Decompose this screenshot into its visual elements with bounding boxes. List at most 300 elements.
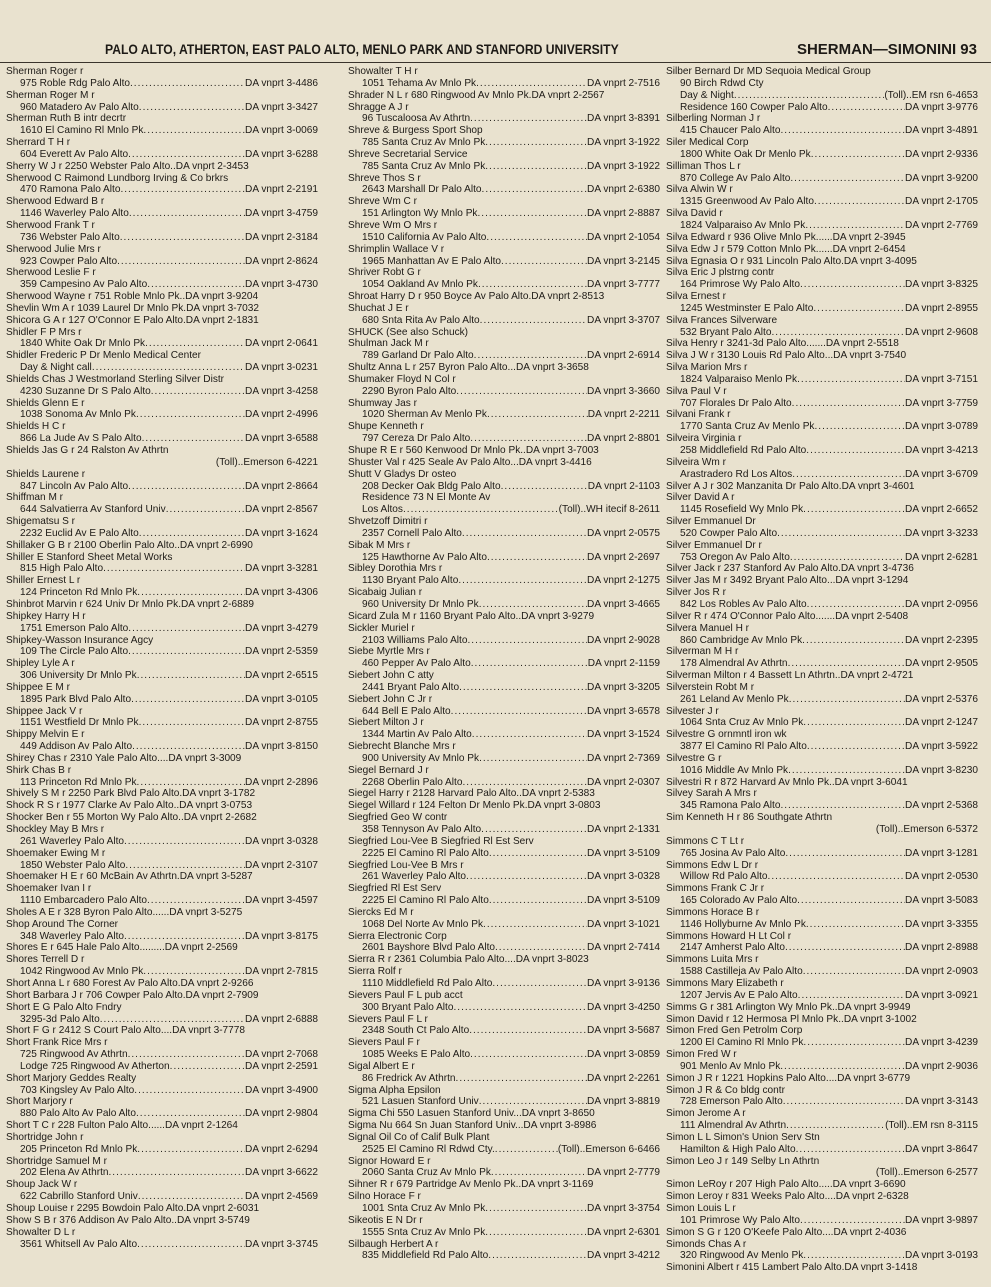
listing-name: Sievers Paul F L r <box>348 1013 428 1025</box>
leader-dots <box>134 1085 245 1097</box>
listing-phone: DA vnprt 2-8755 <box>245 717 318 729</box>
leader-dots <box>143 125 245 137</box>
leader-dots <box>125 860 245 872</box>
listing-phone: DA vnprt 3-0231 <box>245 362 318 374</box>
listing-name: Sherrard T H r <box>6 137 71 149</box>
listing-address: 842 Los Robles Av Palo Alto <box>680 598 807 610</box>
listing-name: Siegfried Rl Est Serv <box>348 883 442 895</box>
listing-name: Short Marjory r <box>6 1096 73 1108</box>
listing-address: 604 Everett Av Palo Alto <box>20 148 129 160</box>
listing-address-line <box>348 315 660 327</box>
listing-address: 1344 Martin Av Palo Alto <box>362 729 472 741</box>
listing-phone: DA vnprt 3-5083 <box>905 895 978 907</box>
listing-address: 460 Pepper Av Palo Alto <box>362 658 471 670</box>
listing-name: Simmons C T Lt r <box>666 835 745 847</box>
page-header <box>0 40 991 63</box>
leader-dots <box>142 433 245 445</box>
listing-phone: DA vnprt 3-3707 <box>587 314 660 326</box>
listing-address-line <box>666 848 978 860</box>
listing-address-line <box>666 220 978 232</box>
leader-dots <box>100 1014 245 1026</box>
listing-address-line <box>6 433 318 445</box>
listing-address-line <box>666 895 978 907</box>
listing-address-line <box>6 836 318 848</box>
listing-address: 1850 Webster Palo Alto <box>20 859 126 871</box>
listing-address-line <box>6 623 318 635</box>
listing-address: 2348 South Ct Palo Alto <box>362 1025 470 1037</box>
leader-dots <box>501 481 588 493</box>
leader-dots <box>487 552 587 564</box>
leader-dots <box>489 895 587 907</box>
leader-dots <box>792 398 905 410</box>
listing-address-line <box>6 528 318 540</box>
listing-address: 1051 Tehama Av Mnlo Pk <box>362 77 477 89</box>
listing-address: 703 Kingsley Av Palo Alto <box>20 1084 135 1096</box>
listing-name: Silberling Norman J r <box>666 113 761 125</box>
listing-phone: DA vnprt 2-7369 <box>587 752 660 764</box>
listing-name: Sherman Roger r <box>6 66 84 77</box>
listing-name: Shockley May B Mrs r <box>6 824 105 835</box>
listing-name: Silvera Manuel H r <box>666 622 750 634</box>
leader-dots <box>469 1025 587 1037</box>
listing-name: Sibley Dorothia Mrs r <box>348 563 443 575</box>
listing-name: Shoup Louise r 2295 Bowdoin Palo Alto.DA vnprt 2-6031 <box>6 1203 260 1214</box>
listing-phone: DA vnprt 3-1281 <box>905 847 978 859</box>
listing-phone: DA vnprt 3-4258 <box>245 385 318 397</box>
leader-dots <box>780 1061 905 1073</box>
listing-phone: DA vnprt 2-9804 <box>245 1108 318 1120</box>
listing-address: 532 Bryant Palo Alto <box>680 326 772 338</box>
listing-address-line <box>6 338 318 350</box>
listing-address-line <box>666 919 978 931</box>
listing-address-line <box>6 1144 318 1156</box>
listing-phone: DA vnprt 3-3754 <box>587 1203 660 1214</box>
listing-phone: DA vnprt 2-1275 <box>587 575 660 587</box>
listing-address: 1751 Emerson Palo Alto <box>20 622 129 634</box>
listing-address: 1200 El Camino Rl Mnlo Pk <box>680 1037 804 1049</box>
listing-address: 1085 Weeks E Palo Alto <box>362 1049 471 1061</box>
leader-dots <box>129 208 245 220</box>
listing-name: Silva Edward r 936 Olive Mnlo Pk......DA vnprt 2-3945 <box>666 231 906 243</box>
leader-dots <box>470 433 587 445</box>
listing-address-line <box>6 777 318 789</box>
listing-address-line <box>6 78 318 90</box>
listing-address-line <box>666 800 978 812</box>
listing-name: Short Anna L r 680 Forest Av Palo Alto.DA vnprt 2-9266 <box>6 977 254 989</box>
listing-address-line <box>6 895 318 907</box>
listing-name: Siercks Ed M r <box>348 906 414 918</box>
listing-phone: DA vnprt 3-8647 <box>905 1143 978 1155</box>
listing-name: Simms G r 381 Arlington Wy Mnlo Pk..DA vnprt 3-9949 <box>666 1001 911 1013</box>
listing-address: 165 Colorado Av Palo Alto <box>680 895 798 907</box>
leader-dots <box>803 1037 905 1049</box>
listing-address-line <box>666 635 978 647</box>
listing-name: Sherwood C Raimond Lundborg Irving & Co brkrs <box>6 172 229 184</box>
listing-name: Siegel Bernard J r <box>348 764 429 776</box>
leader-dots <box>485 137 587 149</box>
listing-phone: DA vnprt 3-0328 <box>587 871 660 883</box>
listing-phone: DA vnprt 3-2145 <box>587 255 660 267</box>
listing-address: Lodge 725 Ringwood Av Atherton <box>20 1060 170 1072</box>
listing-phone: DA vnprt 3-8150 <box>245 741 318 753</box>
listing-address-line <box>666 125 978 137</box>
listing-name: Silber Bernard Dr MD Sequoia Medical Group <box>666 66 871 77</box>
leader-dots <box>479 753 587 765</box>
listing-phone: DA vnprt 3-4900 <box>245 1084 318 1096</box>
directory-column-3 <box>666 66 978 1274</box>
listing-name: Siebrecht Blanche Mrs r <box>348 741 456 753</box>
leader-dots <box>451 706 587 718</box>
listing-name: Simon LeRoy r 207 High Palo Alto.....DA vnprt 3-6690 <box>666 1179 906 1191</box>
listing-phone: DA vnprt 3-3427 <box>245 101 318 113</box>
leader-dots <box>806 919 905 931</box>
listing-name: Silverman Milton r 4 Bassett Ln Athrtn..DA vnprt 2-4721 <box>666 670 914 682</box>
listing-address-line <box>348 184 660 196</box>
listing-address: 359 Campesino Av Palo Alto <box>20 279 148 291</box>
listing-address-line <box>666 1144 978 1156</box>
listing-address: 2060 Santa Cruz Av Mnlo Pk <box>362 1167 491 1179</box>
leader-dots <box>170 1061 245 1073</box>
listing-address-line <box>6 362 318 374</box>
listing-phone: (Toll)..Emerson 6-6466 <box>557 1143 660 1155</box>
leader-dots <box>128 1049 245 1061</box>
leader-dots <box>489 848 587 860</box>
listing-address: 415 Chaucer Palo Alto <box>680 125 781 137</box>
leader-dots <box>805 220 905 232</box>
leader-dots <box>476 78 587 90</box>
listing-phone: DA vnprt 2-6281 <box>905 551 978 563</box>
listing-phone: DA vnprt 2-5368 <box>905 800 978 812</box>
leader-dots <box>128 149 245 161</box>
listing-name: Simmons Luita Mrs r <box>666 954 759 966</box>
listing-address: 923 Cowper Palo Alto <box>20 255 118 267</box>
listing-phone: DA vnprt 3-0328 <box>245 835 318 847</box>
leader-dots <box>790 173 905 185</box>
listing-phone: DA vnprt 2-2896 <box>245 776 318 788</box>
listing-address: 449 Addison Av Palo Alto <box>20 741 133 753</box>
listing-phone: DA vnprt 2-2191 <box>245 184 318 196</box>
leader-dots <box>147 895 245 907</box>
listing-address: 753 Oregon Av Palo Alto <box>680 551 790 563</box>
leader-dots <box>803 717 905 729</box>
listing-address-line <box>6 386 318 398</box>
listing-name: Silvestre G r <box>666 752 722 764</box>
leader-dots <box>800 1215 905 1227</box>
listing-name: Sherwood Julie Mrs r <box>6 243 101 255</box>
listing-phone: DA vnprt 3-4250 <box>587 1001 660 1013</box>
listing-name: Shirk Chas B r <box>6 764 72 776</box>
listing-name: Silva Eric J plstrng contr <box>666 267 775 279</box>
listing-address-line <box>348 942 660 954</box>
listing-name: Short T C r 228 Fulton Palo Alto......DA vnprt 2-1264 <box>6 1120 238 1132</box>
listing-phone: DA vnprt 3-3143 <box>905 1096 978 1108</box>
leader-dots <box>485 1203 587 1215</box>
listing-phone: DA vnprt 2-7068 <box>245 1049 318 1061</box>
listing-name: Shumway Jas r <box>348 397 417 409</box>
leader-dots <box>803 1250 905 1262</box>
listing-phone: DA vnprt 3-4665 <box>587 598 660 610</box>
listing-address-line <box>6 1167 318 1179</box>
listing-name: Shortridge John r <box>6 1131 84 1143</box>
listing-phone: DA vnprt 3-4486 <box>245 77 318 89</box>
listing-name: Simmons Edw L Dr r <box>666 859 759 871</box>
directory-column-1 <box>6 66 318 1250</box>
listing-address-line <box>6 279 318 291</box>
leader-dots <box>783 1096 905 1108</box>
listing-address-line <box>348 1025 660 1037</box>
leader-dots <box>797 895 905 907</box>
leader-dots <box>151 386 245 398</box>
listing-address: 1110 Middlefield Rd Palo Alto <box>362 977 493 989</box>
listing-address: 860 Cambridge Av Mnlo Pk <box>680 634 803 646</box>
leader-dots <box>803 504 905 516</box>
listing-phone: DA vnprt 2-8801 <box>587 433 660 445</box>
listing-phone: DA vnprt 3-4891 <box>905 125 978 137</box>
listing-address-line <box>6 1049 318 1061</box>
listing-name: Shigematsu S r <box>6 516 76 528</box>
page-header-title: PALO ALTO, ATHERTON, EAST PALO ALTO, MENLO PARK AND STANFORD UNIVERSITY <box>105 42 619 57</box>
listing-name: Siegfried Geo W contr <box>348 812 448 824</box>
listing-address-line <box>666 1215 978 1227</box>
leader-dots <box>796 1144 905 1156</box>
listing-address-line <box>348 1002 660 1014</box>
leader-dots <box>785 848 905 860</box>
listing-address-line <box>666 871 978 883</box>
listing-address-line <box>6 1061 318 1073</box>
listing-phone: DA vnprt 2-0903 <box>905 966 978 978</box>
listing-address: 258 Middlefield Rd Palo Alto <box>680 445 807 456</box>
listing-phone: DA vnprt 3-4759 <box>245 208 318 220</box>
leader-dots <box>807 599 905 611</box>
listing-phone: DA vnprt 3-5109 <box>587 895 660 907</box>
listing-address-line <box>6 1191 318 1203</box>
listing-address: 111 Almendral Av Athrtn <box>680 1120 787 1132</box>
listing-address-line <box>666 1037 978 1049</box>
listing-address: 2441 Bryant Palo Alto <box>362 681 460 693</box>
listing-address-line <box>348 528 660 540</box>
listing-phone: DA vnprt 3-3205 <box>587 681 660 693</box>
leader-dots <box>108 1167 245 1179</box>
listing-name: Silverman M H r <box>666 646 739 658</box>
listing-name: Silvestri R r 872 Harvard Av Mnlo Pk..DA vnprt 3-6041 <box>666 776 908 788</box>
listing-address: 320 Ringwood Av Menlo Pk <box>680 1250 804 1262</box>
leader-dots <box>137 1239 245 1251</box>
listing-phone: DA vnprt 3-3281 <box>245 563 318 575</box>
listing-address: 208 Decker Oak Bldg Palo Alto <box>362 480 501 492</box>
listing-address: 1588 Castilleja Av Palo Alto <box>680 966 803 978</box>
leader-dots <box>485 1227 587 1239</box>
listing-phone: DA vnprt 2-7779 <box>587 1167 660 1179</box>
listing-address-line <box>6 409 318 421</box>
listing-address-line <box>348 848 660 860</box>
listing-address: 1110 Embarcadero Palo Alto <box>20 895 147 907</box>
listing-address: 470 Ramona Palo Alto <box>20 184 121 196</box>
listing-address-line <box>348 552 660 564</box>
leader-dots <box>128 646 245 658</box>
leader-dots <box>491 1167 587 1179</box>
listing-phone: DA vnprt 2-8664 <box>245 480 318 492</box>
listing-address: 1510 California Av Palo Alto <box>362 231 487 243</box>
listing-name: Silva Paul V r <box>666 385 727 397</box>
listing-phone: DA vnprt 2-6301 <box>587 1226 660 1238</box>
leader-dots <box>470 1049 587 1061</box>
listing-name: Sievers Paul F r <box>348 1037 420 1049</box>
listing-address: 358 Tennyson Av Palo Alto <box>362 824 482 835</box>
listing-name: Shores E r 645 Hale Palo Alto.........DA vnprt 2-2569 <box>6 942 238 954</box>
listing-address-line <box>6 931 318 943</box>
listing-phone: DA vnprt 2-6652 <box>905 504 978 516</box>
listing-phone: DA vnprt 3-7759 <box>905 397 978 409</box>
listing-address: 2268 Oberlin Palo Alto <box>362 776 463 788</box>
leader-dots <box>486 232 587 244</box>
listing-name: Shields Glenn E r <box>6 397 85 409</box>
listing-name: Simon Louis L r <box>666 1203 736 1214</box>
directory-column-2 <box>348 66 660 1262</box>
listing-name: Sherwood Frank T r <box>6 219 95 231</box>
listing-address: 96 Tuscaloosa Av Athrtn <box>362 113 471 125</box>
listing-name: Silver David A r <box>666 492 735 504</box>
leader-dots <box>501 256 587 268</box>
listing-name: Sickler Muriel r <box>348 622 415 634</box>
listing-name: Sigma Alpha Epsilon <box>348 1084 441 1096</box>
listing-address-line <box>6 1014 318 1026</box>
listing-name: Shields H C r <box>6 421 66 433</box>
leader-dots <box>456 1073 588 1085</box>
listing-address: 866 La Jude Av S Palo Alto <box>20 433 142 445</box>
listing-phone: DA vnprt 2-6515 <box>245 670 318 682</box>
listing-name: Sicabaig Julian r <box>348 587 423 599</box>
leader-dots <box>488 1250 587 1262</box>
leader-dots <box>137 1144 245 1156</box>
listing-address: 348 Waverley Palo Alto <box>20 930 124 942</box>
listing-address: 4230 Suzanne Dr S Palo Alto <box>20 385 151 397</box>
listing-address-line <box>348 1144 660 1156</box>
listing-address: 164 Primrose Wy Palo Alto <box>680 279 800 291</box>
listing-address-line <box>348 599 660 611</box>
leader-dots <box>456 386 587 398</box>
listing-phone: DA vnprt 3-8325 <box>905 279 978 291</box>
listing-phone: DA vnprt 2-1103 <box>587 480 660 492</box>
listing-name: Shop Around The Corner <box>6 918 119 930</box>
listing-name: Silveira Wm r <box>666 456 727 468</box>
listing-phone: DA vnprt 2-9028 <box>587 634 660 646</box>
listing-phone: DA vnprt 3-8391 <box>587 113 660 125</box>
listing-address: 1146 Hollyburne Av Mnlo Pk <box>680 918 806 930</box>
listing-address: 3295-3d Palo Alto <box>20 1013 100 1025</box>
listing-name: Shippee E M r <box>6 681 70 693</box>
listing-name: Silva David r <box>666 208 723 220</box>
listing-address: Hamilton & High Palo Alto <box>680 1143 796 1155</box>
listing-name: Shidler Frederic P Dr Menlo Medical Center <box>6 350 202 362</box>
listing-name: Silver A J r 302 Manzanita Dr Palo Alto.DA vnprt 3-4601 <box>666 480 915 492</box>
listing-name: Sherry W J r 2250 Webster Palo Alto..DA vnprt 2-3453 <box>6 160 249 172</box>
listing-phone: DA vnprt 3-4730 <box>245 279 318 291</box>
listing-address-line <box>666 528 978 540</box>
listing-phone: DA vnprt 3-4239 <box>905 1037 978 1049</box>
leader-dots <box>130 78 245 90</box>
listing-name: Shicora G A r 127 O'Connor E Palo Alto.DA vnprt 2-1831 <box>6 314 259 326</box>
leader-dots <box>777 528 905 540</box>
listing-address: 2525 El Camino Rl Rdwd Cty. <box>362 1143 495 1155</box>
listing-address: 1800 White Oak Dr Menlo Pk <box>680 148 811 160</box>
listing-address: 202 Elena Av Athrtn <box>20 1167 109 1179</box>
leader-dots <box>485 161 587 173</box>
listing-name: Short Barbara J r 706 Cowper Palo Alto.DA vnprt 2-7909 <box>6 989 259 1001</box>
listing-phone: DA vnprt 3-6578 <box>587 705 660 717</box>
listing-address-line <box>6 184 318 196</box>
listing-name: Simon Fred W r <box>666 1049 737 1061</box>
listing-name: Silva Frances Silverware <box>666 314 778 326</box>
listing-address-line <box>666 469 978 481</box>
listing-phone: DA vnprt 3-4597 <box>245 895 318 907</box>
leader-dots <box>467 635 587 647</box>
listing-address: 1245 Westminster E Palo Alto <box>680 302 814 314</box>
listing-name: Shultz Anna L r 257 Byron Palo Alto...DA vnprt 3-3658 <box>348 362 589 374</box>
listing-name: Sigma Nu 664 Sn Juan Stanford Univ...DA vnprt 3-8986 <box>348 1120 597 1132</box>
listing-address-line <box>348 492 660 504</box>
listing-phone: DA vnprt 3-9136 <box>587 977 660 989</box>
listing-phone: DA vnprt 3-6709 <box>905 468 978 480</box>
listing-phone: DA vnprt 3-3355 <box>905 918 978 930</box>
leader-dots <box>145 338 245 350</box>
leader-dots <box>92 362 245 374</box>
listing-name: Siegel Harry r 2128 Harvard Palo Alto..DA vnprt 2-5383 <box>348 788 595 800</box>
listing-name: Silver Emmanuel Dr r <box>666 539 762 551</box>
leader-dots <box>789 694 905 706</box>
listing-address-line <box>6 741 318 753</box>
listing-name: Shively S M r 2250 Park Blvd Palo Alto.DA vnprt 3-1782 <box>6 788 256 800</box>
listing-name: Short Frank Rice Mrs r <box>6 1037 108 1049</box>
listing-name: Simon Leroy r 831 Weeks Palo Alto....DA vnprt 2-6328 <box>666 1191 909 1203</box>
listing-phone: DA vnprt 3-7777 <box>587 279 660 291</box>
listing-address: 261 Waverley Palo Alto <box>20 835 124 847</box>
listing-phone: DA vnprt 3-7151 <box>905 373 978 385</box>
listing-address: 1840 White Oak Dr Mnlo Pk <box>20 338 146 350</box>
listing-name: Silveira Virginia r <box>666 433 742 445</box>
listing-address-line <box>348 871 660 883</box>
listing-address-line <box>666 90 978 102</box>
listing-phone: DA vnprt 2-8887 <box>587 208 660 220</box>
listing-name: Silva Edw J r 579 Cotton Mnlo Pk......DA vnprt 2-6454 <box>666 243 906 255</box>
listing-name: Shortridge Samuel M r <box>6 1155 107 1167</box>
listing-phone: DA vnprt 2-9336 <box>905 148 978 160</box>
listing-address-line <box>348 78 660 90</box>
leader-dots <box>139 717 245 729</box>
listing-address-line <box>6 208 318 220</box>
listing-address-line <box>348 161 660 173</box>
listing-address-line <box>348 1073 660 1085</box>
listing-name: Silva Ernest r <box>666 291 727 303</box>
listing-phone: DA vnprt 2-0956 <box>905 598 978 610</box>
leader-dots <box>124 931 245 943</box>
listing-address-line <box>348 113 660 125</box>
listing-address-line <box>6 563 318 575</box>
listing-address: 1610 El Camino Rl Mnlo Pk <box>20 125 144 137</box>
listing-address-line <box>666 374 978 386</box>
listing-address: 90 Birch Rdwd Cty <box>680 77 764 89</box>
leader-dots <box>788 765 905 777</box>
listing-name: Silver Jas M r 3492 Bryant Palo Alto...DA vnprt 3-1294 <box>666 575 909 587</box>
listing-name: Silva Alwin W r <box>666 184 733 196</box>
listing-address: 870 College Av Palo Alto <box>680 172 791 184</box>
listing-name: Silver Jack r 237 Stanford Av Palo Alto.DA vnprt 3-4736 <box>666 563 914 575</box>
leader-dots <box>734 90 884 102</box>
leader-dots <box>481 824 587 836</box>
listing-address-line <box>666 421 978 433</box>
listing-address: 1145 Rosefield Wy Mnlo Pk <box>680 504 804 516</box>
listing-phone: DA vnprt 3-1922 <box>587 160 660 172</box>
listing-address-line <box>348 919 660 931</box>
